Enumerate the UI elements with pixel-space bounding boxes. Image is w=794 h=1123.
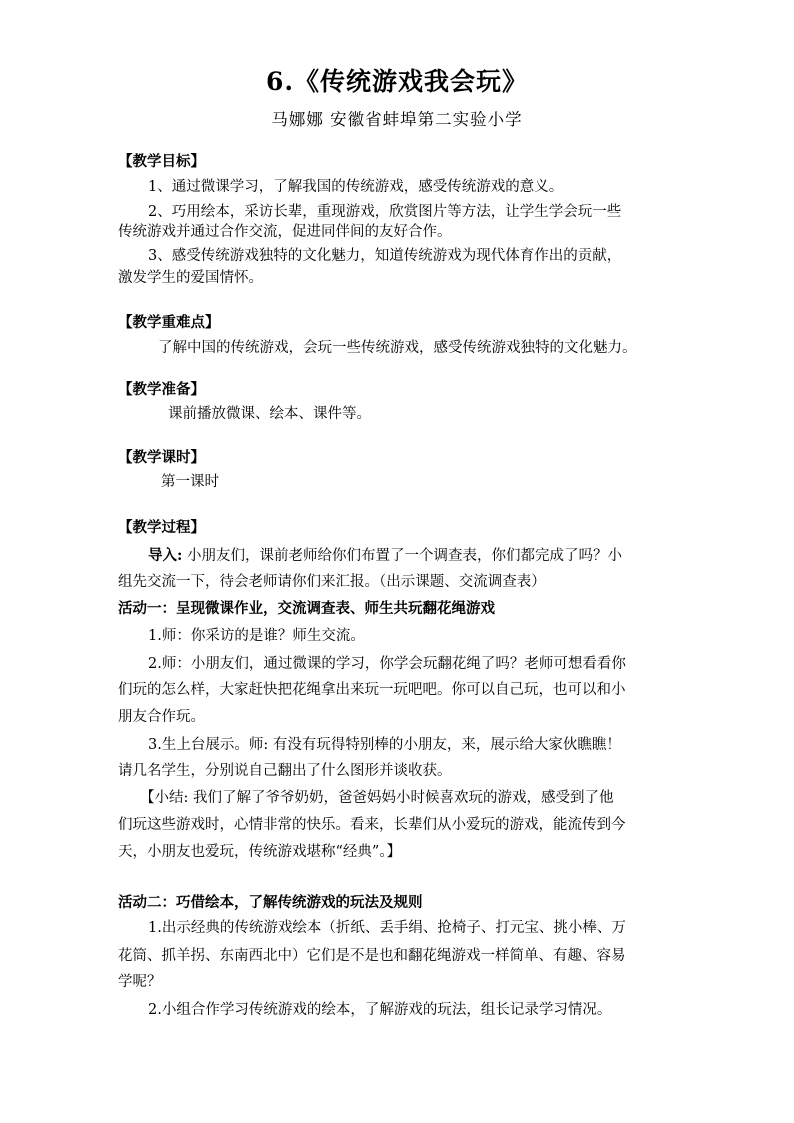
document-title: 6.《传统游戏我会玩》 xyxy=(265,67,529,96)
goal-3-line-2: 激发学生的爱国情怀。 xyxy=(118,270,263,286)
period-text: 第一课时 xyxy=(161,474,219,490)
summary-line-2: 们玩这些游戏时，心情非常的快乐。看来，长辈们从小爱玩的游戏，能流传到今 xyxy=(118,817,626,833)
intro-text: 小朋友们，课前老师给你们布置了一个调查表，你们都完成了吗？小 xyxy=(186,548,622,564)
preparation-heading: 【教学准备】 xyxy=(118,381,205,398)
activity-2-title: 活动二：巧借绘本，了解传统游戏的玩法及规则 xyxy=(118,894,423,911)
goal-2-line-1: 2、巧用绘本，采访长辈，重现游戏，欣赏图片等方法，让学生学会玩一些 xyxy=(148,204,622,220)
activity-1-title: 活动一：呈现微课作业，交流调查表、师生共玩翻花绳游戏 xyxy=(118,600,495,617)
activity-2-step-1-line-3: 学呢？ xyxy=(118,974,162,990)
period-heading: 【教学课时】 xyxy=(118,449,205,466)
activity-1-step-2-line-2: 们玩的怎么样，大家赶快把花绳拿出来玩一玩吧吧。你可以自己玩，也可以和小 xyxy=(118,682,626,698)
goal-1: 1、通过微课学习，了解我国的传统游戏，感受传统游戏的意义。 xyxy=(148,179,564,195)
summary-line-3: 天，小朋友也爱玩，传统游戏堪称“经典”。】 xyxy=(118,844,402,860)
intro-line-2: 组先交流一下，待会老师请你们来汇报。（出示课题、交流调查表） xyxy=(118,574,546,590)
keypoints-text: 了解中国的传统游戏，会玩一些传统游戏，感受传统游戏独特的文化魅力。 xyxy=(158,340,637,356)
preparation-text: 课前播放微课、绘本、课件等。 xyxy=(168,406,371,422)
intro-label: 导入: xyxy=(148,547,183,564)
goal-3-line-1: 3、感受传统游戏独特的文化魅力，知道传统游戏为现代体育作出的贡献， xyxy=(148,248,622,264)
activity-2-step-1-line-1: 1.出示经典的传统游戏绘本（折纸、丢手绢、抢椅子、打元宝、挑小棒、万 xyxy=(148,920,626,936)
activity-1-step-1: 1.师：你采访的是谁？师生交流。 xyxy=(148,628,365,644)
goals-heading: 【教学目标】 xyxy=(118,153,205,170)
process-heading: 【教学过程】 xyxy=(118,519,205,536)
activity-2-step-1-line-2: 花筒、抓羊拐、东南西北中）它们是不是也和翻花绳游戏一样简单、有趣、容易 xyxy=(118,948,626,964)
activity-1-step-2-line-3: 朋友合作玩。 xyxy=(118,709,205,725)
goal-2-line-2: 传统游戏并通过合作交流，促进同伴间的友好合作。 xyxy=(118,224,452,240)
summary-line-1: 【小结: 我们了解了爷爷奶奶，爸爸妈妈小时候喜欢玩的游戏，感受到了他 xyxy=(140,790,614,806)
activity-1-step-3-line-2: 请几名学生，分别说自己翻出了什么图形并谈收获。 xyxy=(118,763,452,779)
keypoints-heading: 【教学重难点】 xyxy=(118,314,220,331)
intro-line-1 xyxy=(148,546,622,566)
activity-1-step-3-line-1: 3.生上台展示。师: 有没有玩得特别棒的小朋友，来，展示给大家伙瞧瞧！ xyxy=(148,737,621,753)
activity-1-step-2-line-1: 2.师：小朋友们，通过微课的学习，你学会玩翻花绳了吗？老师可想看看你 xyxy=(148,656,626,672)
author-line: 马娜娜 安徽省蚌埠第二实验小学 xyxy=(271,110,523,129)
activity-2-step-2: 2.小组合作学习传统游戏的绘本，了解游戏的玩法，组长记录学习情况。 xyxy=(148,1002,612,1018)
